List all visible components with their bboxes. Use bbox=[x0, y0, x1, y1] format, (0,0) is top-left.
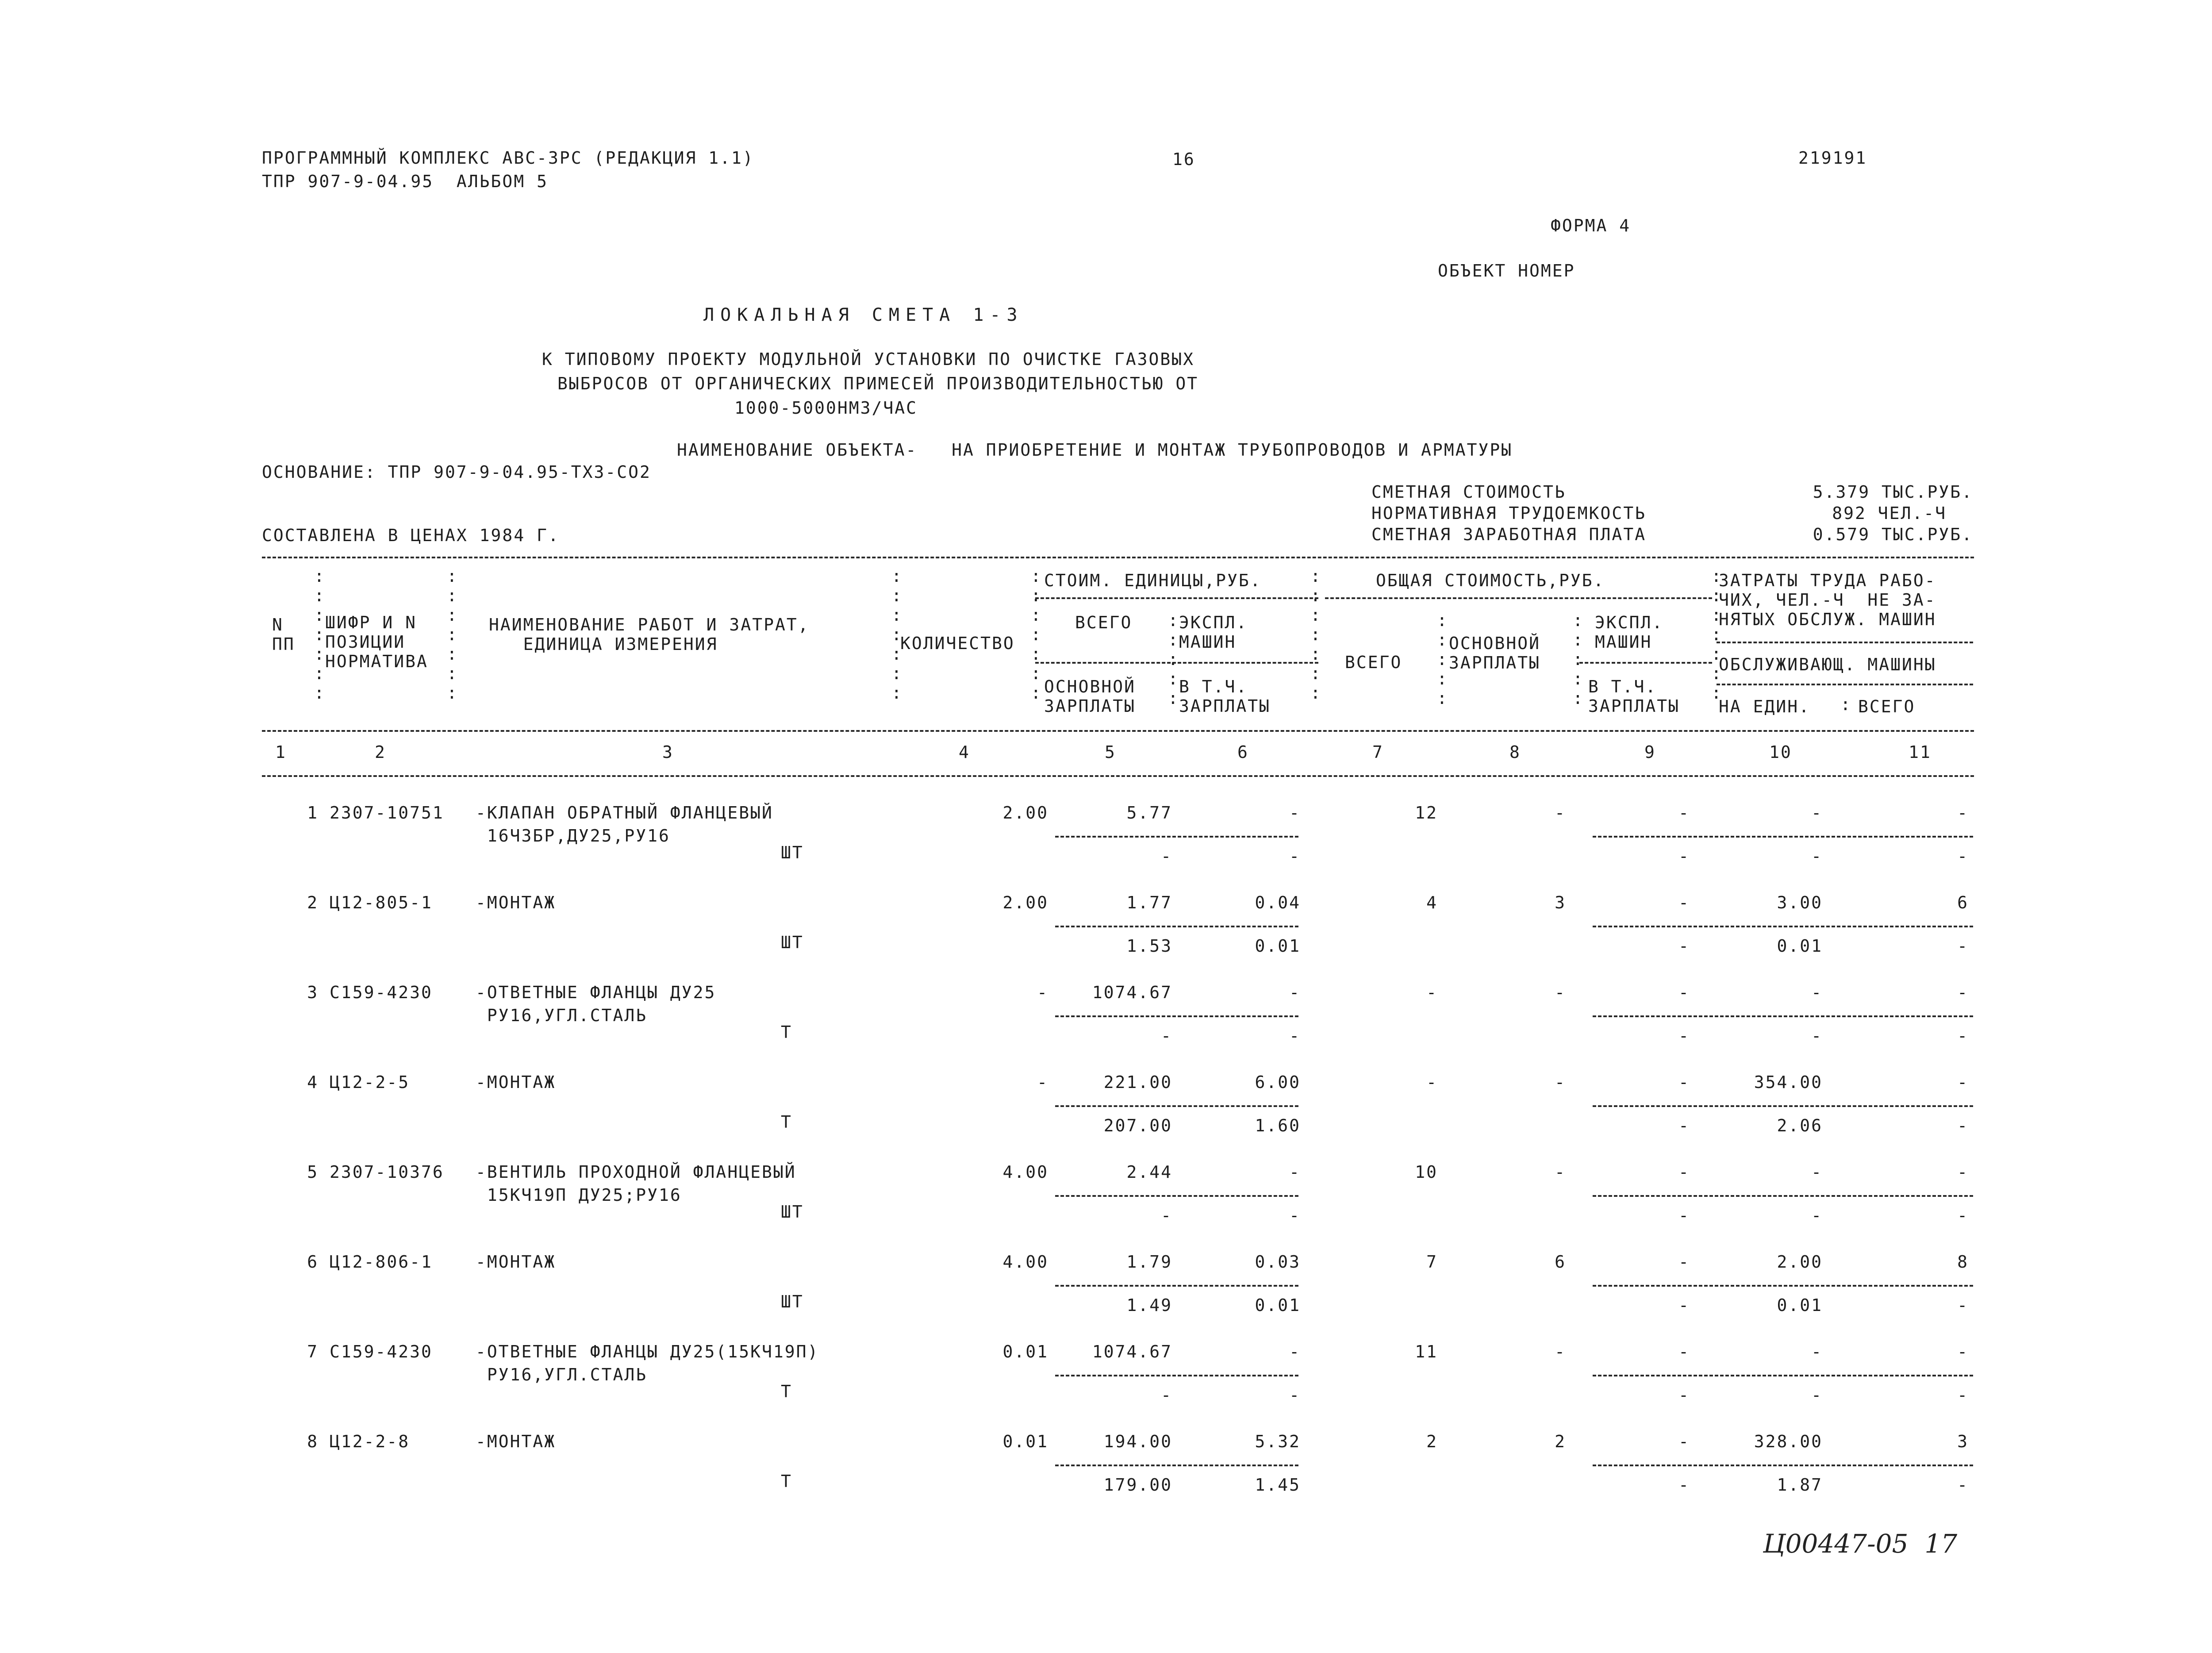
col-separator: : : : : : : : bbox=[314, 566, 324, 703]
row-unit-machine-wages: 1.45 bbox=[1255, 1475, 1301, 1495]
row-subrule-labor bbox=[1593, 1105, 1973, 1107]
col-number: 11 bbox=[1909, 742, 1932, 762]
album-reference: ТПР 907-9-04.95 АЛЬБОМ 5 bbox=[262, 172, 548, 191]
row-subrule-labor bbox=[1593, 1465, 1973, 1466]
row-total-wages: 6 bbox=[1555, 1252, 1566, 1272]
col-separator: : : : : : bbox=[1437, 611, 1447, 708]
row-unit-wages: - bbox=[1161, 1206, 1172, 1225]
col-separator: : : : : : bbox=[1573, 611, 1583, 708]
row-total-wages: - bbox=[1555, 1162, 1566, 1182]
row-total-machine-wages: - bbox=[1678, 1116, 1690, 1135]
row-labor-total: 3 bbox=[1957, 1432, 1969, 1451]
row-total-machines: - bbox=[1678, 1073, 1690, 1092]
col-number: 8 bbox=[1509, 742, 1521, 762]
row-subrule-labor bbox=[1593, 926, 1973, 927]
estimate-basis: ОСНОВАНИЕ: ТПР 907-9-04.95-ТХ3-СО2 bbox=[262, 462, 651, 482]
col-header-labor-total: ВСЕГО bbox=[1858, 697, 1916, 716]
row-subrule-labor bbox=[1593, 1375, 1973, 1376]
table-rule-numbers-bottom bbox=[262, 775, 1974, 777]
row-total: 7 bbox=[1426, 1252, 1438, 1272]
row-unit: ШТ bbox=[781, 843, 804, 862]
row-labor-unit-machines: 0.01 bbox=[1777, 936, 1823, 956]
row-labor-total: - bbox=[1957, 1073, 1969, 1092]
row-unit-wages: - bbox=[1161, 1385, 1172, 1405]
page-number: 16 bbox=[1172, 150, 1195, 169]
row-total: 11 bbox=[1415, 1342, 1438, 1361]
row-total-wages: 3 bbox=[1555, 893, 1566, 912]
row-unit-machine-wages: 0.01 bbox=[1255, 936, 1301, 956]
col-separator: : : : : : bbox=[1168, 611, 1178, 708]
row-unit-machine-wages: - bbox=[1289, 1385, 1301, 1405]
col-header-unit-machines: ЭКСПЛ. МАШИН bbox=[1179, 613, 1248, 652]
row-labor-unit: - bbox=[1811, 983, 1823, 1002]
row-unit-wages: 1.49 bbox=[1126, 1295, 1172, 1315]
row-number: 5 bbox=[307, 1162, 319, 1182]
handwritten-signature: Ц00447-05 17 bbox=[1763, 1529, 1958, 1559]
col-separator: : bbox=[1840, 695, 1851, 714]
row-total-wages: - bbox=[1555, 1342, 1566, 1361]
row-name-line-2: РУ16,УГЛ.СТАЛЬ bbox=[476, 1365, 648, 1384]
row-subrule-labor bbox=[1593, 1015, 1973, 1017]
col-number: 1 bbox=[275, 742, 287, 762]
row-unit-total: 221.00 bbox=[1103, 1073, 1172, 1092]
summary-label-cost: СМЕТНАЯ СТОИМОСТЬ bbox=[1371, 482, 1566, 502]
row-total-machines: - bbox=[1678, 1342, 1690, 1361]
row-unit-machines: 0.03 bbox=[1255, 1252, 1301, 1272]
row-labor-total-machines: - bbox=[1957, 1475, 1969, 1495]
row-labor-unit: 328.00 bbox=[1754, 1432, 1823, 1451]
row-unit-total: 194.00 bbox=[1103, 1432, 1172, 1451]
row-unit-machine-wages: - bbox=[1289, 1206, 1301, 1225]
total-cost-group-header: ОБЩАЯ СТОИМОСТЬ,РУБ. bbox=[1376, 571, 1605, 590]
col-number: 5 bbox=[1105, 742, 1116, 762]
row-unit-total: 1.79 bbox=[1126, 1252, 1172, 1272]
row-total-machine-wages: - bbox=[1678, 846, 1690, 866]
row-unit-total: 5.77 bbox=[1126, 803, 1172, 823]
row-unit-total: 2.44 bbox=[1126, 1162, 1172, 1182]
labor-group-rule bbox=[1717, 642, 1973, 643]
col-separator: : : : : : : : bbox=[447, 566, 457, 703]
summary-value-labor: 892 ЧЕЛ.-Ч bbox=[1832, 504, 1947, 523]
row-labor-total-machines: - bbox=[1957, 1116, 1969, 1135]
row-number: 2 bbox=[307, 893, 319, 912]
row-unit-machine-wages: - bbox=[1289, 846, 1301, 866]
col-separator: : : : : : : : bbox=[1711, 566, 1721, 703]
row-total-machine-wages: - bbox=[1678, 1206, 1690, 1225]
row-total-machines: - bbox=[1678, 983, 1690, 1002]
row-total-wages: 2 bbox=[1555, 1432, 1566, 1451]
row-labor-total-machines: - bbox=[1957, 1295, 1969, 1315]
row-labor-unit-machines: - bbox=[1811, 1206, 1823, 1225]
row-total-wages: - bbox=[1555, 1073, 1566, 1092]
row-labor-total-machines: - bbox=[1957, 1385, 1969, 1405]
unit-cost-group-header: СТОИМ. ЕДИНИЦЫ,РУБ. bbox=[1044, 571, 1262, 590]
row-total: 10 bbox=[1415, 1162, 1438, 1182]
program-name: ПРОГРАММНЫЙ КОМПЛЕКС АВС-3РС (РЕДАКЦИЯ 1.1) bbox=[262, 148, 754, 168]
document-code: 219191 bbox=[1798, 148, 1867, 168]
row-labor-total: 8 bbox=[1957, 1252, 1969, 1272]
row-code: 2307-10751 bbox=[330, 803, 444, 823]
row-subrule-unit bbox=[1055, 1195, 1298, 1197]
row-total-machine-wages: - bbox=[1678, 1385, 1690, 1405]
project-line-2: ВЫБРОСОВ ОТ ОРГАНИЧЕСКИХ ПРИМЕСЕЙ ПРОИЗВОДИТЕЛЬНОСТЬЮ ОТ bbox=[557, 374, 1199, 393]
col-header-code: ШИФР И N ПОЗИЦИИ НОРМАТИВА bbox=[325, 613, 428, 671]
row-unit-total: 1074.67 bbox=[1092, 1342, 1172, 1361]
object-name: НАИМЕНОВАНИЕ ОБЪЕКТА- НА ПРИОБРЕТЕНИЕ И МОНТАЖ ТРУБОПРОВОДОВ И АРМАТУРЫ bbox=[677, 440, 1513, 460]
col-header-total-machines: ЭКСПЛ. МАШИН bbox=[1595, 613, 1664, 652]
col-separator: : : : : : : : bbox=[1310, 566, 1321, 703]
row-labor-total: 6 bbox=[1957, 893, 1969, 912]
row-name: -КЛАПАН ОБРАТНЫЙ ФЛАНЦЕВЫЙ bbox=[476, 803, 773, 823]
row-labor-total: - bbox=[1957, 1162, 1969, 1182]
row-labor-total-machines: - bbox=[1957, 846, 1969, 866]
machine-mid-rule bbox=[1579, 662, 1712, 664]
row-total-machines: - bbox=[1678, 1432, 1690, 1451]
row-subrule-labor bbox=[1593, 1195, 1973, 1197]
unit-cost-group-rule bbox=[1035, 597, 1318, 599]
row-name-line-2: РУ16,УГЛ.СТАЛЬ bbox=[476, 1006, 648, 1025]
row-total-machine-wages: - bbox=[1678, 1295, 1690, 1315]
row-name-line-2: 16Ч3БР,ДУ25,РУ16 bbox=[476, 826, 670, 846]
row-subrule-unit bbox=[1055, 1105, 1298, 1107]
row-total-wages: - bbox=[1555, 803, 1566, 823]
row-unit-machines: - bbox=[1289, 803, 1301, 823]
col-header-number: N ПП bbox=[272, 615, 295, 654]
row-unit: ШТ bbox=[781, 1292, 804, 1311]
row-quantity: - bbox=[1037, 1073, 1048, 1092]
project-line-3: 1000-5000НМ3/ЧАС bbox=[734, 398, 918, 418]
col-number: 9 bbox=[1644, 742, 1656, 762]
row-unit-wages: 1.53 bbox=[1126, 936, 1172, 956]
row-quantity: 4.00 bbox=[1002, 1252, 1048, 1272]
row-code: Ц12-805-1 bbox=[330, 893, 433, 912]
row-unit-machines: 5.32 bbox=[1255, 1432, 1301, 1451]
row-subrule-unit bbox=[1055, 1375, 1298, 1376]
row-total-machines: - bbox=[1678, 893, 1690, 912]
row-unit: ШТ bbox=[781, 933, 804, 952]
row-name: -МОНТАЖ bbox=[476, 1252, 556, 1272]
row-name: -ОТВЕТНЫЕ ФЛАНЦЫ ДУ25(15КЧ19П) bbox=[476, 1342, 819, 1361]
row-code: 2307-10376 bbox=[330, 1162, 444, 1182]
row-unit-machine-wages: 0.01 bbox=[1255, 1295, 1301, 1315]
project-line-1: К ТИПОВОМУ ПРОЕКТУ МОДУЛЬНОЙ УСТАНОВКИ ПО ОЧИСТКЕ ГАЗОВЫХ bbox=[542, 350, 1195, 369]
row-labor-total: - bbox=[1957, 803, 1969, 823]
row-labor-unit-machines: 1.87 bbox=[1777, 1475, 1823, 1495]
col-separator: : : : : : : : bbox=[891, 566, 902, 703]
row-unit-machines: - bbox=[1289, 1342, 1301, 1361]
col-number: 4 bbox=[959, 742, 970, 762]
row-total: - bbox=[1426, 1073, 1438, 1092]
row-quantity: 2.00 bbox=[1002, 893, 1048, 912]
price-basis: СОСТАВЛЕНА В ЦЕНАХ 1984 Г. bbox=[262, 526, 560, 545]
row-labor-unit-machines: 0.01 bbox=[1777, 1295, 1823, 1315]
row-unit-machine-wages: 1.60 bbox=[1255, 1116, 1301, 1135]
row-unit: Т bbox=[781, 1382, 792, 1401]
row-unit-wages: 179.00 bbox=[1103, 1475, 1172, 1495]
col-header-total-wages: ОСНОВНОЙ ЗАРПЛАТЫ bbox=[1449, 634, 1541, 673]
row-total-machines: - bbox=[1678, 803, 1690, 823]
labor-sub-header: ОБСЛУЖИВАЮЩ. МАШИНЫ bbox=[1719, 655, 1936, 674]
labor-sub-rule bbox=[1717, 684, 1973, 685]
col-header-unit-wages: ОСНОВНОЙ ЗАРПЛАТЫ bbox=[1044, 677, 1136, 716]
row-total: 2 bbox=[1426, 1432, 1438, 1451]
row-name: -МОНТАЖ bbox=[476, 1432, 556, 1451]
row-subrule-unit bbox=[1055, 1285, 1298, 1287]
row-code: С159-4230 bbox=[330, 983, 433, 1002]
row-labor-total-machines: - bbox=[1957, 1026, 1969, 1046]
row-total: 4 bbox=[1426, 893, 1438, 912]
row-unit: ШТ bbox=[781, 1202, 804, 1222]
row-labor-unit: 2.00 bbox=[1777, 1252, 1823, 1272]
row-code: Ц12-2-8 bbox=[330, 1432, 410, 1451]
row-labor-total: - bbox=[1957, 1342, 1969, 1361]
table-rule-header-bottom bbox=[262, 730, 1974, 732]
row-unit-machine-wages: - bbox=[1289, 1026, 1301, 1046]
col-header-labor-unit: НА ЕДИН. bbox=[1719, 697, 1811, 716]
table-rule-top bbox=[262, 557, 1974, 558]
row-unit-wages: - bbox=[1161, 846, 1172, 866]
row-labor-unit-machines: - bbox=[1811, 1026, 1823, 1046]
row-quantity: 0.01 bbox=[1002, 1342, 1048, 1361]
row-labor-unit-machines: - bbox=[1811, 1385, 1823, 1405]
row-name: -МОНТАЖ bbox=[476, 893, 556, 912]
col-header-unit-machine-wages: В Т.Ч. ЗАРПЛАТЫ bbox=[1179, 677, 1271, 716]
row-unit-wages: - bbox=[1161, 1026, 1172, 1046]
row-name-line-2: 15КЧ19П ДУ25;РУ16 bbox=[476, 1185, 682, 1205]
row-total-wages: - bbox=[1555, 983, 1566, 1002]
row-labor-unit: 3.00 bbox=[1777, 893, 1823, 912]
row-name: -МОНТАЖ bbox=[476, 1073, 556, 1092]
summary-label-wages: СМЕТНАЯ ЗАРАБОТНАЯ ПЛАТА bbox=[1371, 525, 1647, 544]
labor-group-header: ЗАТРАТЫ ТРУДА РАБО- ЧИХ, ЧЕЛ.-Ч НЕ ЗА- НЯТЫХ ОБСЛУЖ. МАШИН bbox=[1719, 571, 1936, 629]
object-number-label: ОБЪЕКТ НОМЕР bbox=[1438, 261, 1575, 281]
col-number: 3 bbox=[662, 742, 674, 762]
row-unit-machines: 6.00 bbox=[1255, 1073, 1301, 1092]
row-number: 6 bbox=[307, 1252, 319, 1272]
row-unit-machines: - bbox=[1289, 1162, 1301, 1182]
row-quantity: - bbox=[1037, 983, 1048, 1002]
row-labor-unit-machines: - bbox=[1811, 846, 1823, 866]
row-unit-machines: 0.04 bbox=[1255, 893, 1301, 912]
summary-label-labor: НОРМАТИВНАЯ ТРУДОЕМКОСТЬ bbox=[1371, 504, 1647, 523]
row-quantity: 2.00 bbox=[1002, 803, 1048, 823]
row-total-machines: - bbox=[1678, 1252, 1690, 1272]
row-unit-machines: - bbox=[1289, 983, 1301, 1002]
row-labor-unit: - bbox=[1811, 1162, 1823, 1182]
col-number: 10 bbox=[1769, 742, 1792, 762]
estimate-title: ЛОКАЛЬНАЯ СМЕТА 1-3 bbox=[703, 305, 1024, 325]
row-code: Ц12-806-1 bbox=[330, 1252, 433, 1272]
row-total: - bbox=[1426, 983, 1438, 1002]
col-number: 7 bbox=[1372, 742, 1384, 762]
summary-value-cost: 5.379 ТЫС.РУБ. bbox=[1813, 482, 1973, 502]
col-header-quantity: КОЛИЧЕСТВО bbox=[900, 634, 1015, 653]
row-total-machines: - bbox=[1678, 1162, 1690, 1182]
form-label: ФОРМА 4 bbox=[1551, 216, 1631, 235]
row-total: 12 bbox=[1415, 803, 1438, 823]
row-number: 1 bbox=[307, 803, 319, 823]
row-labor-unit: - bbox=[1811, 803, 1823, 823]
row-unit-total: 1.77 bbox=[1126, 893, 1172, 912]
row-total-machine-wages: - bbox=[1678, 936, 1690, 956]
row-subrule-labor bbox=[1593, 1285, 1973, 1287]
total-cost-group-rule bbox=[1325, 597, 1712, 599]
row-subrule-labor bbox=[1593, 836, 1973, 838]
row-number: 4 bbox=[307, 1073, 319, 1092]
col-number: 6 bbox=[1237, 742, 1249, 762]
row-labor-unit: - bbox=[1811, 1342, 1823, 1361]
row-code: Ц12-2-5 bbox=[330, 1073, 410, 1092]
row-subrule-unit bbox=[1055, 926, 1298, 927]
row-number: 3 bbox=[307, 983, 319, 1002]
row-labor-unit: 354.00 bbox=[1754, 1073, 1823, 1092]
col-header-name: НАИМЕНОВАНИЕ РАБОТ И ЗАТРАТ, ЕДИНИЦА ИЗМЕРЕНИЯ bbox=[489, 615, 810, 654]
summary-value-wages: 0.579 ТЫС.РУБ. bbox=[1813, 525, 1973, 544]
row-total-machine-wages: - bbox=[1678, 1475, 1690, 1495]
row-unit-total: 1074.67 bbox=[1092, 983, 1172, 1002]
row-unit: Т bbox=[781, 1472, 792, 1491]
row-subrule-unit bbox=[1055, 1015, 1298, 1017]
row-code: С159-4230 bbox=[330, 1342, 433, 1361]
row-subrule-unit bbox=[1055, 1465, 1298, 1466]
col-header-total-machine-wages: В Т.Ч. ЗАРПЛАТЫ bbox=[1588, 677, 1680, 716]
col-separator: : : : : : : : bbox=[1031, 566, 1041, 703]
row-name: -ОТВЕТНЫЕ ФЛАНЦЫ ДУ25 bbox=[476, 983, 716, 1002]
row-number: 7 bbox=[307, 1342, 319, 1361]
row-unit: Т bbox=[781, 1112, 792, 1132]
col-number: 2 bbox=[375, 742, 386, 762]
row-unit: Т bbox=[781, 1023, 792, 1042]
row-labor-total-machines: - bbox=[1957, 1206, 1969, 1225]
col-header-unit-total: ВСЕГО bbox=[1075, 613, 1133, 632]
row-labor-unit-machines: 2.06 bbox=[1777, 1116, 1823, 1135]
row-unit-wages: 207.00 bbox=[1103, 1116, 1172, 1135]
row-labor-total: - bbox=[1957, 983, 1969, 1002]
row-quantity: 4.00 bbox=[1002, 1162, 1048, 1182]
row-labor-total-machines: - bbox=[1957, 936, 1969, 956]
row-total-machine-wages: - bbox=[1678, 1026, 1690, 1046]
row-subrule-unit bbox=[1055, 836, 1298, 838]
row-name: -ВЕНТИЛЬ ПРОХОДНОЙ ФЛАНЦЕВЫЙ bbox=[476, 1162, 796, 1182]
col-header-total: ВСЕГО bbox=[1345, 653, 1402, 672]
row-quantity: 0.01 bbox=[1002, 1432, 1048, 1451]
row-number: 8 bbox=[307, 1432, 319, 1451]
